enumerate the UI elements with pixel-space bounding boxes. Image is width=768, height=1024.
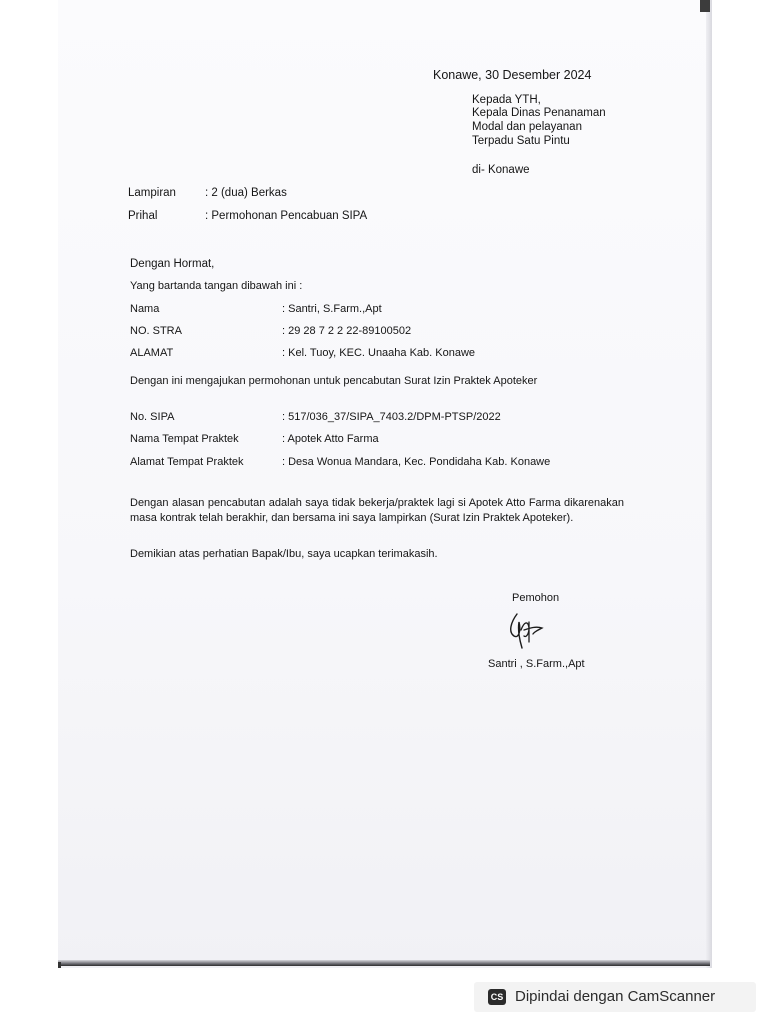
paper-right-edge [706, 0, 712, 968]
handwritten-signature-icon [502, 608, 550, 650]
camscanner-badge [474, 982, 756, 1012]
reason-paragraph: Dengan alasan pencabutan adalah saya tidak bekerja/praktek lagi si Apotek Atto Farma dikarenakan masa kontrak telah berakhir, dan bersama ini saya lampirkan (Surat Izin Praktek Apoteker). [130, 497, 624, 524]
practice-name-label: Nama Tempat Praktek [130, 433, 239, 445]
closing-line: Demikian atas perhatian Bapak/Ibu, saya ucapkan terimakasih. [130, 548, 438, 560]
recipient-line-1: Kepada YTH, [472, 94, 541, 106]
practice-address-value: : Desa Wonua Mandara, Kec. Pondidaha Kab. Konawe [282, 456, 551, 468]
nama-label: Nama [130, 303, 160, 315]
signature-title: Pemohon [512, 592, 560, 604]
alamat-label: ALAMAT [130, 347, 174, 359]
recipient-line-3: Modal dan pelayanan [472, 121, 582, 133]
lampiran-label: Lampiran [128, 187, 176, 199]
nama-value: : Santri, S.Farm.,Apt [282, 303, 382, 315]
paper-bottom-edge [58, 960, 710, 966]
intro-line: Yang bartanda tangan dibawah ini : [130, 280, 303, 292]
stra-label: NO. STRA [130, 325, 182, 337]
practice-name-value: : Apotek Atto Farma [282, 433, 379, 445]
recipient-line-2: Kepala Dinas Penanaman [472, 107, 606, 119]
prihal-label: Prihal [128, 210, 158, 222]
recipient-line-4: Terpadu Satu Pintu [472, 135, 570, 147]
camscanner-logo-icon: CS [488, 989, 506, 1005]
request-line: Dengan ini mengajukan permohonan untuk pencabutan Surat Izin Praktek Apoteker [130, 375, 538, 387]
camscanner-label: Dipindai dengan CamScanner [515, 988, 716, 1005]
salutation: Dengan Hormat, [130, 258, 215, 270]
prihal-value: : Permohonan Pencabuan SIPA [205, 210, 368, 222]
scanned-paper [58, 0, 710, 968]
lampiran-value: : 2 (dua) Berkas [205, 187, 287, 199]
recipient-location: di- Konawe [472, 164, 530, 176]
practice-address-label: Alamat Tempat Praktek [130, 456, 244, 468]
sipa-value: : 517/036_37/SIPA_7403.2/DPM-PTSP/2022 [282, 411, 501, 423]
scan-edge-tick [58, 962, 61, 968]
alamat-value: : Kel. Tuoy, KEC. Unaaha Kab. Konawe [282, 347, 476, 359]
sipa-label: No. SIPA [130, 411, 175, 423]
place-date: Konawe, 30 Desember 2024 [433, 68, 592, 82]
signatory-name: Santri , S.Farm.,Apt [488, 658, 585, 670]
stra-value: : 29 28 7 2 2 22-89100502 [282, 325, 412, 337]
scan-corner-mark [700, 0, 710, 12]
